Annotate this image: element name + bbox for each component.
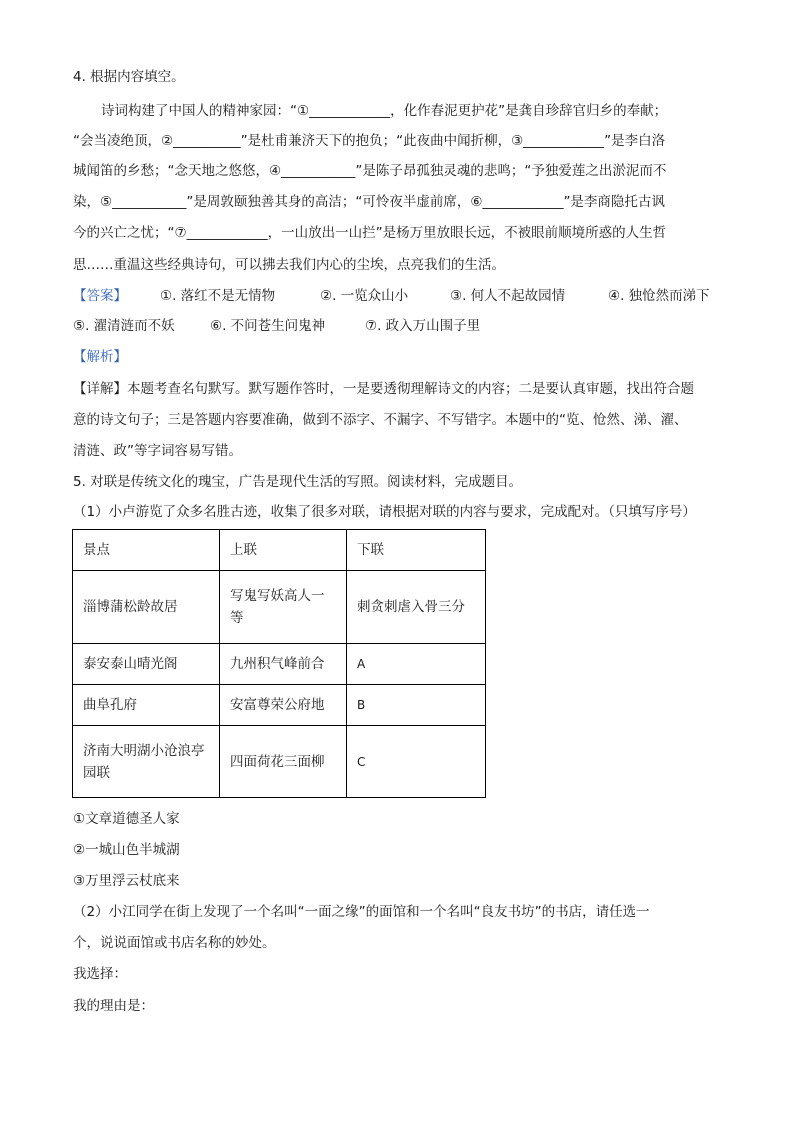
q4-para-line: 今的兴亡之忧；“⑦____________，一山放出一山拦”是杨万里放眼长远，不被眼前顺境所惑的人生哲 xyxy=(73,225,667,241)
q5-part2-line: （2）小江同学在街上发现了一个名叫“一面之缘”的面馆和一个名叫“良友书坊”的书店，请任选一 xyxy=(73,904,650,920)
table-cell: 安富尊荣公府地 xyxy=(220,685,347,726)
choose-label: 我选择： xyxy=(73,966,127,982)
detail-line: 【详解】本题考查名句默写。默写题作答时，一是要透彻理解诗文的内容；二是要认真审题，找出符合题 xyxy=(73,381,694,397)
q4-para-line: “会当凌绝顶，②__________”是杜甫兼济天下的抱负；“此夜曲中闻折柳，③____________”是李白洛 xyxy=(73,133,666,149)
q5-title: 5. 对联是传统文化的瑰宝，广告是现代生活的写照。阅读材料，完成题目。 xyxy=(73,474,523,490)
detail-line: 意的诗文句子；三是答题内容要准确，做到不添字、不漏字、不写错字。本题中的“览、怆然、涕、濯、 xyxy=(73,412,688,428)
q5-part1: （1）小卢游览了众多名胜古迹，收集了很多对联，请根据对联的内容与要求，完成配对。（只填写序号） xyxy=(73,504,696,520)
table-cell: C xyxy=(347,726,486,798)
q4-para-line: 诗词构建了中国人的精神家园：“①____________，化作春泥更护花”是龚自珍辞官归乡的奉献； xyxy=(101,103,668,119)
answer-label: 【答案】 xyxy=(73,288,127,304)
table-cell: 泰安泰山晴光阁 xyxy=(73,644,220,685)
table-row xyxy=(73,685,486,726)
answer-item: ①. 落红不是无情物 xyxy=(160,288,276,304)
answer-item: ③. 何人不起故园情 xyxy=(450,288,566,304)
table-cell: 四面荷花三面柳 xyxy=(220,726,347,798)
table-cell: 曲阜孔府 xyxy=(73,685,220,726)
q4-para-line: 思……重温这些经典诗句，可以拂去我们内心的尘埃，点亮我们的生活。 xyxy=(73,257,505,273)
table-row xyxy=(73,571,486,644)
q4-para-line: 染，⑤___________”是周敦颐独善其身的高洁；“可怜夜半虚前席，⑥____________”是李商隐托古讽 xyxy=(73,194,665,210)
couplet-option: ③万里浮云杖底来 xyxy=(73,873,180,889)
couplet-option: ②一城山色半城湖 xyxy=(73,842,180,858)
table-cell: B xyxy=(347,685,486,726)
table-header-cell: 景点 xyxy=(73,530,220,571)
answer-item: ④. 独怆然而涕下 xyxy=(608,288,710,304)
analysis-label: 【解析】 xyxy=(73,349,127,365)
table-cell: A xyxy=(347,644,486,685)
table-row xyxy=(73,726,486,798)
detail-line: 清涟、政”等字词容易写错。 xyxy=(73,443,242,459)
table-header-row xyxy=(73,530,486,571)
answer-item: ⑦. 政入万山围子里 xyxy=(365,318,481,334)
table-cell: 写鬼写妖高人一等 xyxy=(220,571,347,644)
couplet-table xyxy=(72,529,486,798)
table-cell: 济南大明湖小沧浪亭园联 xyxy=(73,726,220,798)
answer-item: ②. 一览众山小 xyxy=(320,288,409,304)
couplet-option: ①文章道德圣人家 xyxy=(73,811,180,827)
table-cell: 淄博蒲松龄故居 xyxy=(73,571,220,644)
answer-item: ⑤. 濯清涟而不妖 xyxy=(73,318,175,334)
q4-para-line: 城闻笛的乡愁；“念天地之悠悠，④___________”是陈子昂孤独灵魂的悲鸣；“予独爱莲之出淤泥而不 xyxy=(73,163,667,179)
table-cell: 九州积气峰前合 xyxy=(220,644,347,685)
q5-part2-line: 个，说说面馆或书店名称的妙处。 xyxy=(73,935,276,951)
table-header-cell: 上联 xyxy=(220,530,347,571)
table-row xyxy=(73,644,486,685)
reason-label: 我的理由是： xyxy=(73,998,154,1014)
table-header-cell: 下联 xyxy=(347,530,486,571)
table-cell: 刺贪刺虐入骨三分 xyxy=(347,571,486,644)
q4-title: 4. 根据内容填空。 xyxy=(73,69,185,85)
answer-item: ⑥. 不问苍生问鬼神 xyxy=(210,318,326,334)
